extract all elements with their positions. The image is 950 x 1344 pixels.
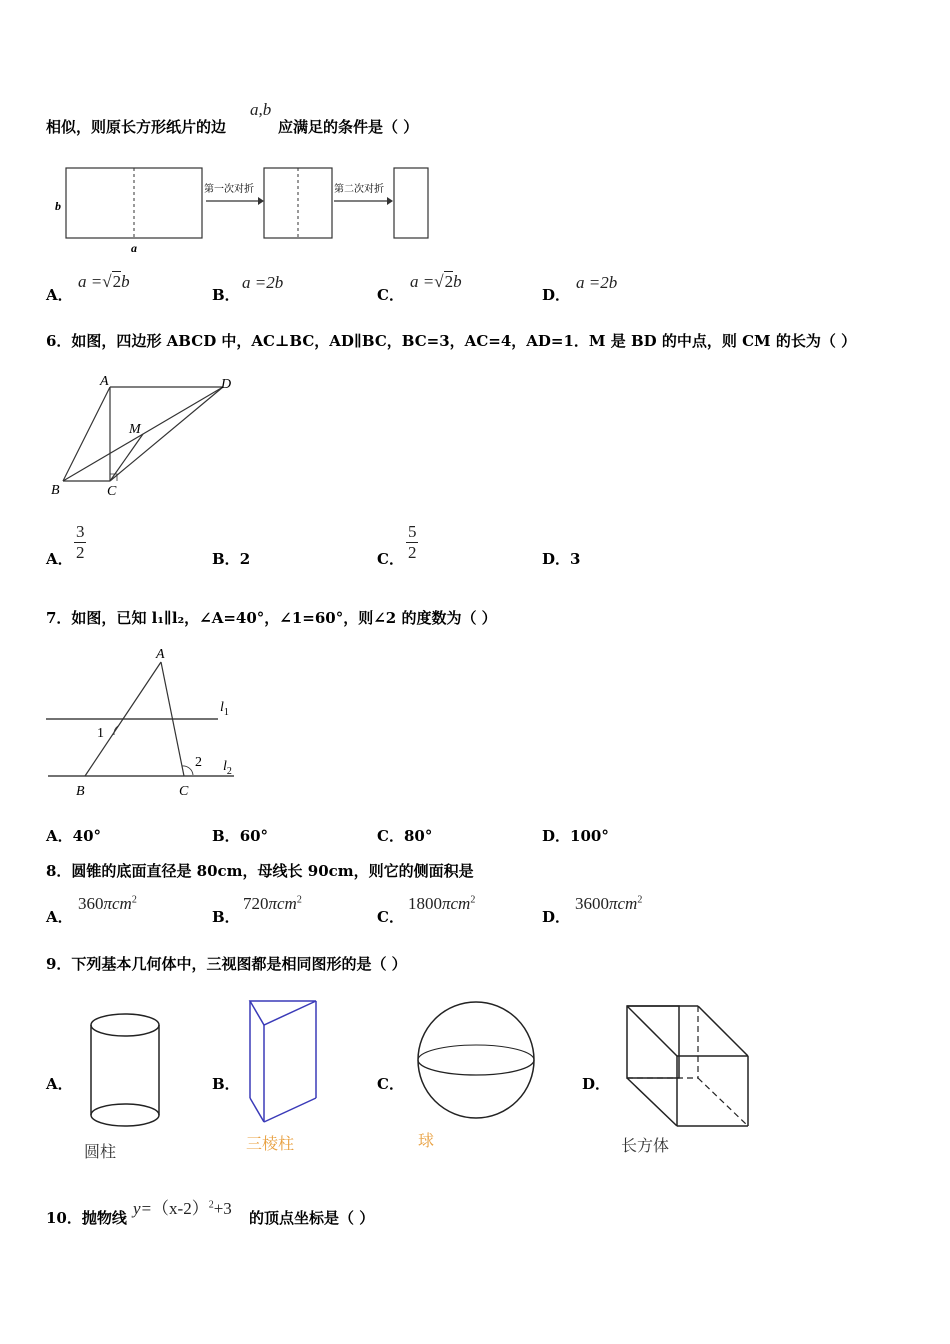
q8-option-c-letter[interactable]: C．	[377, 908, 404, 926]
q6-option-a-letter[interactable]: A．	[46, 550, 73, 568]
q6-option-a[interactable]: 3 2	[76, 522, 85, 562]
label-a: a	[131, 241, 137, 255]
q5-option-c[interactable]: a =√2b	[410, 272, 462, 291]
fold2-label: 第二次对折	[334, 184, 384, 195]
cylinder-caption: 圆柱	[84, 1144, 117, 1161]
vertex-d: D	[221, 377, 232, 392]
vertex-c: C	[179, 784, 189, 799]
q7-option-a[interactable]: A．40°	[46, 827, 102, 845]
vertex-b: B	[51, 483, 60, 498]
q10-prefix: 10．抛物线	[46, 1209, 127, 1227]
q9-option-c-letter[interactable]: C．	[377, 1075, 404, 1093]
q9-option-d-letter[interactable]: D．	[582, 1075, 611, 1093]
q6-option-d[interactable]: D．3	[542, 550, 581, 568]
q8-stem: 8．圆锥的底面直径是 80cm，母线长 90cm，则它的侧面积是	[46, 862, 474, 880]
q5-option-d-letter[interactable]: D．	[542, 286, 571, 304]
q5-option-b-letter[interactable]: B．	[212, 286, 240, 304]
vertex-a: A	[100, 374, 109, 389]
angle-2-label: 2	[195, 755, 202, 770]
q10-suffix: 的顶点坐标是（ ）	[249, 1209, 375, 1227]
q5-stem-prefix: 相似，则原长方形纸片的边	[46, 118, 227, 136]
q6-stem: 6．如图，四边形 ABCD 中，AC⊥BC，AD∥BC，BC=3，AC=4，AD=1．M 是 BD 的中点，则 CM 的长为（ ）	[46, 332, 857, 350]
arrowhead-1	[258, 197, 264, 205]
q5-option-a[interactable]: a =√2b	[78, 272, 130, 291]
point-m: M	[129, 422, 141, 437]
quarter-rectangle	[394, 168, 428, 238]
q9-option-a-letter[interactable]: A．	[46, 1075, 73, 1093]
vertex-c: C	[107, 484, 117, 499]
q5-stem-suffix: 应满足的条件是（ ）	[278, 118, 419, 136]
vertex-a: A	[156, 647, 165, 662]
cuboid-caption: 长方体	[621, 1138, 670, 1155]
q8-option-d-letter[interactable]: D．	[542, 908, 571, 926]
q10-formula: $y=(x-2)^2+3$	[133, 1199, 232, 1218]
q7-option-d[interactable]: D．100°	[542, 827, 609, 845]
q6-figure	[45, 370, 245, 500]
q9-stem: 9．下列基本几何体中，三视图都是相同图形的是（ ）	[46, 955, 407, 973]
fold1-label: 第一次对折	[204, 184, 254, 195]
q8-option-c[interactable]: 1800πcm$^2$	[408, 894, 476, 913]
q9-option-b-letter[interactable]: B．	[212, 1075, 240, 1093]
line-l2-label: $l_2$	[223, 759, 232, 777]
q8-option-b-letter[interactable]: B．	[212, 908, 240, 926]
label-b: b	[55, 199, 61, 213]
q6-option-c-letter[interactable]: C．	[377, 550, 404, 568]
q7-option-b[interactable]: B．60°	[212, 827, 269, 845]
q5-fold-figure	[50, 160, 450, 260]
q9-option-b-prism[interactable]	[240, 995, 340, 1160]
q5-stem	[46, 116, 226, 137]
line-l1-label: $l_1$	[220, 700, 229, 718]
vertex-b: B	[76, 784, 85, 799]
q6-option-c[interactable]: 5 2	[408, 522, 417, 562]
q8-option-b[interactable]: 720πcm$^2$	[243, 894, 302, 913]
q8-option-d[interactable]: 3600πcm$^2$	[575, 894, 643, 913]
q9-option-c-sphere[interactable]	[410, 1000, 550, 1150]
original-rectangle	[66, 168, 202, 238]
angle-1-label: 1	[97, 726, 104, 741]
q7-option-c[interactable]: C．80°	[377, 827, 433, 845]
q5-option-d[interactable]: a =2b	[576, 273, 618, 292]
arrowhead-2	[387, 197, 393, 205]
q5-option-c-letter[interactable]: C．	[377, 286, 404, 304]
q8-option-a[interactable]: 360πcm$^2$	[78, 894, 137, 913]
q7-stem: 7．如图，已知 l₁∥l₂，∠A=40°，∠1=60°，则∠2 的度数为（ ）	[46, 609, 497, 627]
q6-option-b[interactable]: B．2	[212, 550, 251, 568]
q5-option-b[interactable]: a =2b	[242, 273, 284, 292]
half-rectangle	[264, 168, 332, 238]
q9-option-d-cuboid[interactable]	[615, 1000, 760, 1160]
q9-option-a-cylinder[interactable]	[80, 1005, 180, 1165]
q7-figure	[40, 640, 250, 805]
q5-option-a-letter[interactable]: A．	[46, 286, 73, 304]
q8-option-a-letter[interactable]: A．	[46, 908, 73, 926]
q5-stem-math: a,b	[250, 100, 272, 119]
prism-caption: 三棱柱	[246, 1136, 295, 1153]
sphere-caption: 球	[418, 1133, 435, 1150]
